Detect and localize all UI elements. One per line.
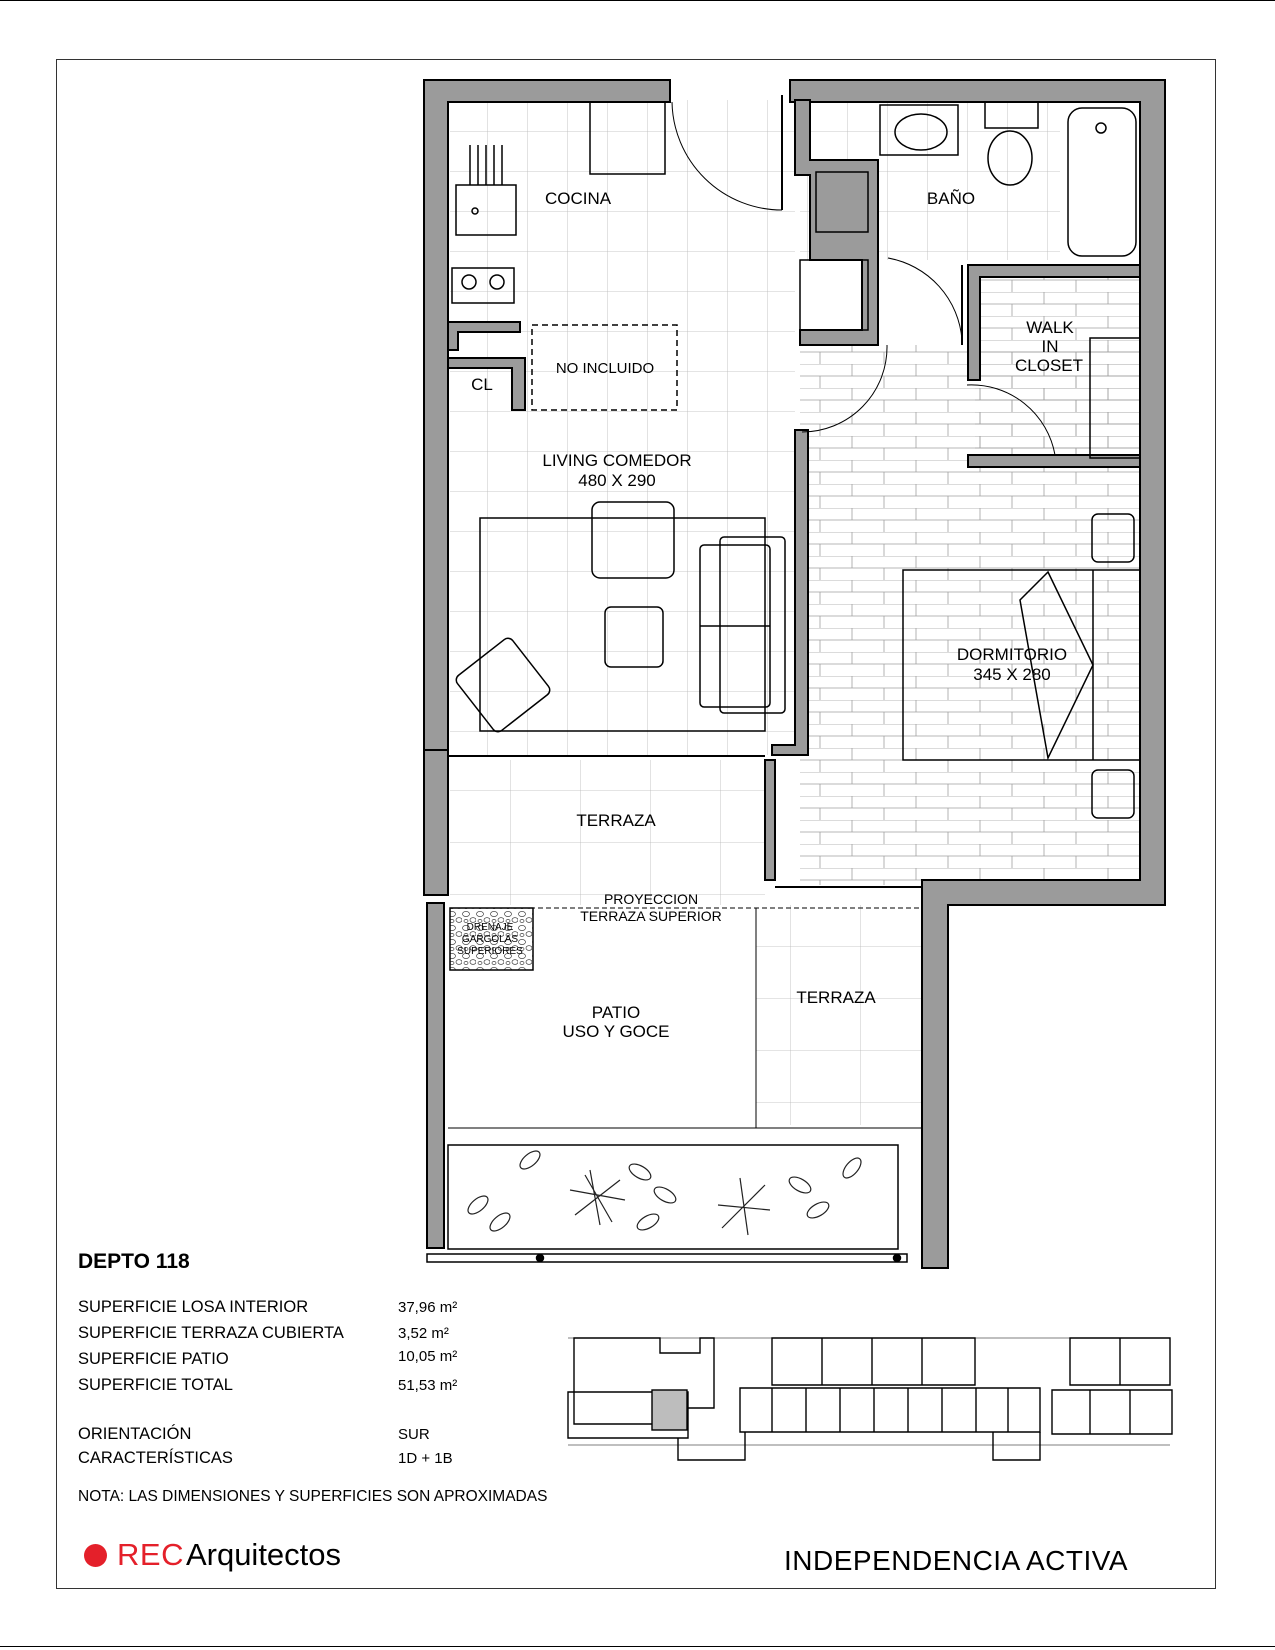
area-value-interior: 37,96 m²	[398, 1299, 458, 1316]
brand-arquitectos: Arquitectos	[185, 1537, 342, 1572]
orientation-value: SUR	[398, 1426, 430, 1443]
label-walk: WALK	[1026, 318, 1074, 337]
label-in: IN	[1041, 337, 1059, 356]
label-proyeccion-2: TERRAZA SUPERIOR	[580, 908, 722, 924]
disclaimer-note: NOTA: LAS DIMENSIONES Y SUPERFICIES SON APROXIMADAS	[78, 1488, 548, 1505]
label-drenaje-1: DRENAJE	[466, 922, 514, 933]
orientation-label: ORIENTACIÓN	[78, 1425, 192, 1443]
label-dormitorio: DORMITORIO	[956, 645, 1068, 664]
label-patio-1: PATIO	[591, 1003, 641, 1022]
area-label-patio: SUPERFICIE PATIO	[78, 1350, 229, 1368]
label-terraza-1: TERRAZA	[576, 811, 656, 830]
planter-plants	[465, 1148, 864, 1235]
label-proyeccion-1: PROYECCION	[603, 891, 699, 907]
area-label-terraza: SUPERFICIE TERRAZA CUBIERTA	[78, 1324, 344, 1342]
label-dormitorio-dim: 345 X 280	[973, 665, 1051, 684]
area-value-total: 51,53 m²	[398, 1377, 458, 1394]
label-living-dim: 480 X 290	[578, 471, 656, 490]
project-name: INDEPENDENCIA ACTIVA	[784, 1545, 1129, 1576]
label-terraza-2: TERRAZA	[796, 988, 876, 1007]
area-value-terraza: 3,52 m²	[398, 1325, 449, 1342]
features-label: CARACTERÍSTICAS	[78, 1449, 233, 1467]
label-cl: CL	[471, 375, 493, 394]
label-cocina: COCINA	[544, 189, 612, 208]
label-bano: BAÑO	[926, 189, 976, 208]
label-drenaje-2: GARGOLAS	[461, 934, 519, 945]
area-label-total: SUPERFICIE TOTAL	[78, 1376, 233, 1394]
label-closet: CLOSET	[1014, 356, 1084, 375]
brand-dot-icon	[84, 1544, 107, 1567]
area-label-interior: SUPERFICIE LOSA INTERIOR	[78, 1298, 309, 1316]
brand-logo	[84, 1535, 341, 1575]
features-value: 1D + 1B	[398, 1450, 453, 1467]
label-no-incluido: NO INCLUIDO	[555, 360, 655, 377]
key-plan	[568, 1338, 1172, 1460]
brand-rec: REC	[117, 1537, 184, 1572]
area-value-patio: 10,05 m²	[398, 1348, 458, 1365]
unit-title: DEPTO 118	[78, 1250, 190, 1273]
label-living: LIVING COMEDOR	[542, 451, 692, 470]
label-patio-2: USO Y GOCE	[562, 1022, 670, 1041]
label-drenaje-3: SUPERIORES	[457, 946, 523, 957]
